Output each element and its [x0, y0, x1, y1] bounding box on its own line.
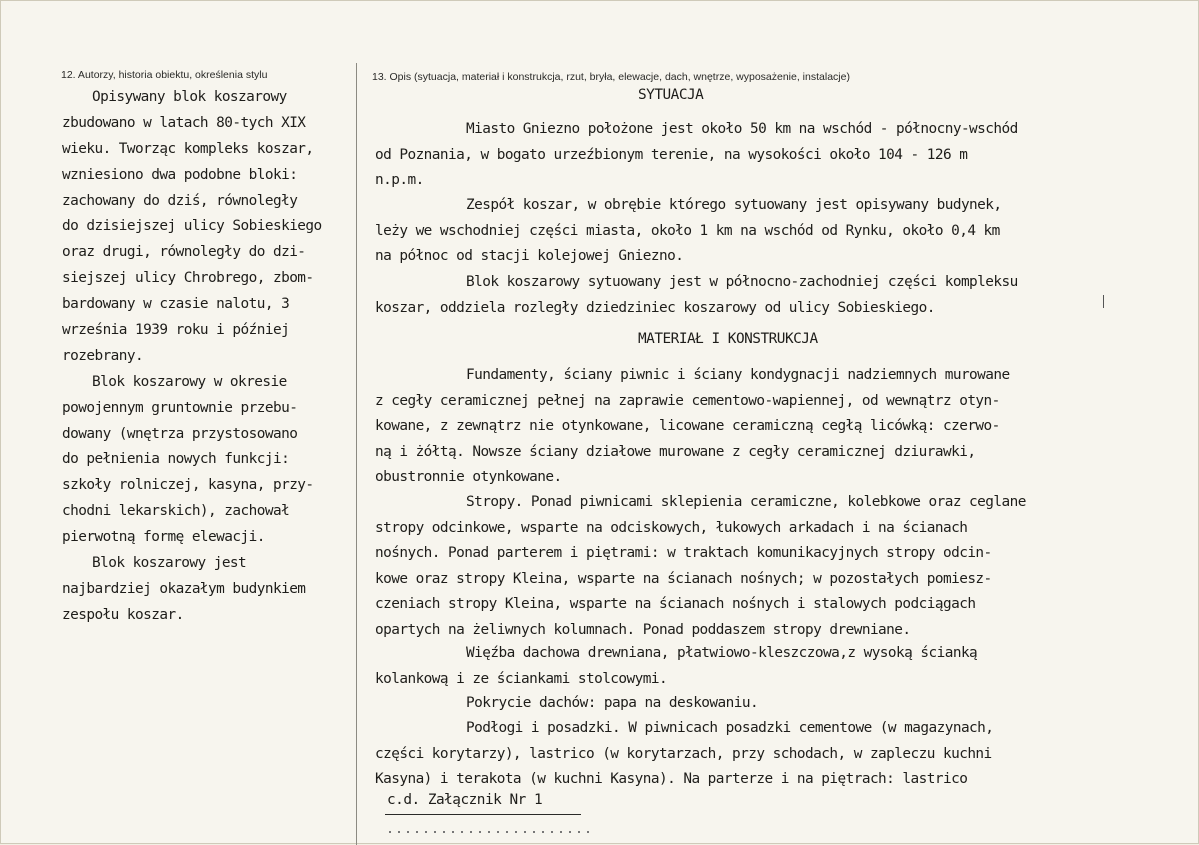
pen-mark [1103, 295, 1104, 308]
text-line: od Poznania, w bogato urzeźbionym terenie, na wysokości około 104 - 126 m [375, 146, 968, 163]
paragraph-ceilings [375, 490, 1175, 643]
text-line: opartych na żeliwnych kolumnach. Ponad poddaszem stropy drewniane. [375, 621, 911, 638]
text-line: czeniach stropy Kleina, wsparte na ścianach nośnych i stalowych podciągach [375, 596, 976, 612]
continuation-underline [385, 814, 581, 815]
text-line: dowany (wnętrza przystosowano [62, 425, 298, 442]
text-line: kowe oraz stropy Kleina, wsparte na ścianach nośnych; w pozostałych pomiesz- [375, 570, 992, 587]
text-line: leży we wschodniej części miasta, około 1 km na wschód od Rynku, około 0,4 km [375, 222, 1000, 239]
text-line: oraz drugi, równoległy do dzi- [62, 244, 306, 261]
text-line: września 1939 roku i później [62, 322, 290, 339]
paragraph-foundations [375, 363, 1175, 491]
text-line: rozebrany. [62, 347, 144, 364]
text-line: zespołu koszar. [62, 606, 184, 623]
text-line: pierwotną formę elewacji. [62, 529, 265, 546]
paragraph-floors [375, 716, 1175, 793]
column-divider [356, 63, 357, 845]
heading-sytuacja: SYTUACJA [638, 87, 704, 103]
dotted-line [389, 831, 589, 833]
text-line: na północ od stacji kolejowej Gniezno. [375, 248, 684, 264]
text-line: obustronnie otynkowane. [375, 469, 562, 485]
text-line: szkoły rolniczej, kasyna, przy- [62, 477, 314, 494]
paragraph-complex [375, 193, 1175, 270]
text-line: Miasto Gniezno położone jest około 50 km na wschód - północny-wschód [466, 121, 1018, 137]
history-text [62, 85, 347, 629]
text-line: najbardziej okazałym budynkiem [62, 580, 306, 597]
text-line: kolankową i ze ściankami stolcowymi. [375, 670, 668, 687]
text-line: powojennym gruntownie przebu- [62, 399, 298, 416]
text-line: ną i żółtą. Nowsze ściany działowe murowane z cegły ceramicznej dziurawki, [375, 443, 976, 460]
continuation-note: c.d. Załącznik Nr 1 [387, 792, 543, 808]
text-line: Fundamenty, ściany piwnic i ściany kondygnacji nadziemnych murowane [466, 367, 1010, 383]
text-line: chodni lekarskich), zachował [62, 503, 290, 520]
text-line: siejszej ulicy Chrobrego, zbom- [62, 270, 314, 287]
section-13-header: 13. Opis (sytuacja, materiał i konstrukcja, rzut, bryła, elewacje, dach, wnętrze, wyposażenie, instalacje) [372, 71, 850, 83]
text-line: Pokrycie dachów: papa na deskowaniu. [466, 695, 759, 711]
text-line: wieku. Tworząc kompleks koszar, [62, 140, 314, 157]
text-line: Blok koszarowy jest [92, 555, 247, 572]
text-line: do pełnienia nowych funkcji: [62, 451, 290, 468]
text-line: stropy odcinkowe, wsparte na odciskowych, łukowych arkadach i na ścianach [375, 519, 968, 536]
text-line: Blok koszarowy sytuowany jest w północno-zachodniej części kompleksu [466, 274, 1018, 290]
text-line: do dzisiejszej ulicy Sobieskiego [62, 218, 322, 235]
paragraph-roofing [375, 691, 1175, 717]
text-line: Kasyna) i terakota (w kuchni Kasyna). Na parterze i na piętrach: lastrico [375, 771, 968, 787]
text-line: zbudowano w latach 80-tych XIX [62, 114, 306, 131]
text-line: nośnych. Ponad parterem i piętrami: w traktach komunikacyjnych stropy odcin- [375, 545, 992, 561]
text-line: z cegły ceramicznej pełnej na zaprawie cementowo-wapiennej, od wewnątrz otyn- [375, 392, 1000, 409]
text-line: Podłogi i posadzki. W piwnicach posadzki cementowe (w magazynach, [466, 720, 994, 736]
paragraph-location [375, 117, 1175, 194]
section-12-header: 12. Autorzy, historia obiektu, określenia stylu [61, 69, 268, 81]
paragraph-block-position [375, 270, 1175, 321]
text-line: Opisywany blok koszarowy [92, 89, 287, 105]
text-line: Blok koszarowy w okresie [92, 373, 287, 390]
heading-material: MATERIAŁ I KONSTRUKCJA [638, 331, 818, 347]
paragraph-roof-truss [375, 641, 1175, 692]
text-line: części korytarzy), lastrico (w korytarzach, przy schodach, w zapleczu kuchni [375, 745, 992, 762]
text-line: Zespół koszar, w obrębie którego sytuowany jest opisywany budynek, [466, 197, 1002, 213]
text-line: zachowany do dziś, równoległy [62, 192, 298, 209]
text-line: koszar, oddziela rozległy dziedziniec koszarowy od ulicy Sobieskiego. [375, 299, 935, 316]
text-line: wzniesiono dwa podobne bloki: [62, 166, 298, 183]
text-line: Stropy. Ponad piwnicami sklepienia ceramiczne, kolebkowe oraz ceglane [466, 494, 1026, 510]
text-line: bardowany w czasie nalotu, 3 [62, 296, 290, 313]
text-line: Więźba dachowa drewniana, płatwiowo-kleszczowa,z wysoką ścianką [466, 645, 978, 661]
text-line: kowane, z zewnątrz nie otynkowane, licowane ceramiczną cegłą licówką: czerwo- [375, 418, 1000, 434]
text-line: n.p.m. [375, 172, 424, 188]
